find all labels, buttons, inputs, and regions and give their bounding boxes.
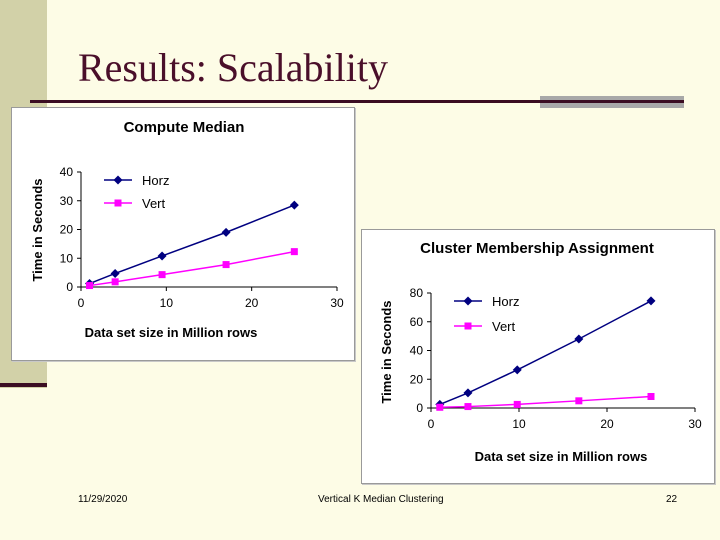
x-tick-label: 30	[330, 296, 344, 310]
y-tick-label: 0	[66, 280, 73, 294]
data-point-horz	[290, 201, 299, 210]
chart-title: Cluster Membership Assignment	[420, 240, 654, 257]
data-point-vert	[159, 271, 166, 278]
legend-marker-vert	[465, 323, 472, 330]
x-tick-label: 20	[600, 417, 614, 431]
legend-label-horz: Horz	[142, 173, 170, 188]
data-point-vert	[112, 278, 119, 285]
data-point-vert	[223, 261, 230, 268]
footer-date: 11/29/2020	[78, 494, 128, 505]
title-rule-accent-line	[540, 100, 684, 103]
data-point-horz	[513, 365, 522, 374]
x-axis-label: Data set size in Million rows	[84, 325, 258, 340]
data-point-horz	[647, 296, 656, 305]
footer-title: Vertical K Median Clustering	[318, 494, 444, 505]
left-accent-line	[0, 383, 47, 387]
y-tick-label: 30	[59, 193, 73, 208]
x-tick-label: 30	[688, 417, 702, 431]
chart-title: Compute Median	[123, 119, 245, 136]
y-tick-label: 0	[416, 401, 423, 415]
x-tick-label: 20	[244, 296, 259, 310]
legend-label-vert: Vert	[492, 319, 516, 334]
data-point-horz	[463, 388, 472, 397]
plot-area	[410, 286, 702, 431]
x-tick-label: 10	[159, 296, 174, 310]
data-point-vert	[575, 397, 582, 404]
data-point-vert	[464, 403, 471, 410]
y-tick-label: 20	[409, 372, 423, 387]
y-axis-label: Time in Seconds	[30, 178, 45, 282]
series-line-vert	[90, 252, 295, 286]
x-axis-label: Data set size in Million rows	[474, 449, 648, 464]
y-axis-label: Time in Seconds	[379, 300, 394, 404]
data-point-vert	[291, 248, 298, 255]
y-tick-label: 40	[409, 343, 423, 358]
page-number: 22	[666, 494, 678, 505]
data-point-horz	[574, 335, 583, 344]
data-point-vert	[86, 282, 93, 289]
compute-median-chart	[11, 107, 355, 361]
y-tick-label: 10	[59, 251, 73, 266]
plot-area	[60, 165, 344, 310]
compute-median-chart-svg	[12, 108, 354, 360]
data-point-vert	[514, 401, 521, 408]
legend-marker-vert	[115, 200, 122, 207]
x-tick-label: 0	[427, 417, 435, 431]
legend-marker-horz	[464, 297, 473, 306]
y-tick-label: 60	[409, 314, 423, 329]
slide-title: Results: Scalability	[78, 45, 388, 90]
x-tick-label: 10	[512, 417, 526, 431]
legend-label-horz: Horz	[492, 294, 520, 309]
legend-label-vert: Vert	[142, 196, 166, 211]
data-point-vert	[436, 404, 443, 411]
y-tick-label: 20	[59, 222, 73, 237]
cluster-membership-chart-svg	[362, 230, 714, 483]
y-tick-label: 40	[59, 165, 73, 179]
series-line-horz	[440, 301, 651, 405]
data-point-horz	[111, 269, 120, 278]
x-tick-label: 0	[77, 296, 85, 310]
cluster-membership-chart	[361, 229, 715, 484]
data-point-vert	[648, 393, 655, 400]
data-point-horz	[222, 228, 231, 237]
y-tick-label: 80	[409, 286, 423, 300]
data-point-horz	[158, 251, 167, 260]
series-line-horz	[90, 205, 295, 283]
series-line-vert	[440, 397, 651, 408]
legend-marker-horz	[114, 176, 123, 185]
